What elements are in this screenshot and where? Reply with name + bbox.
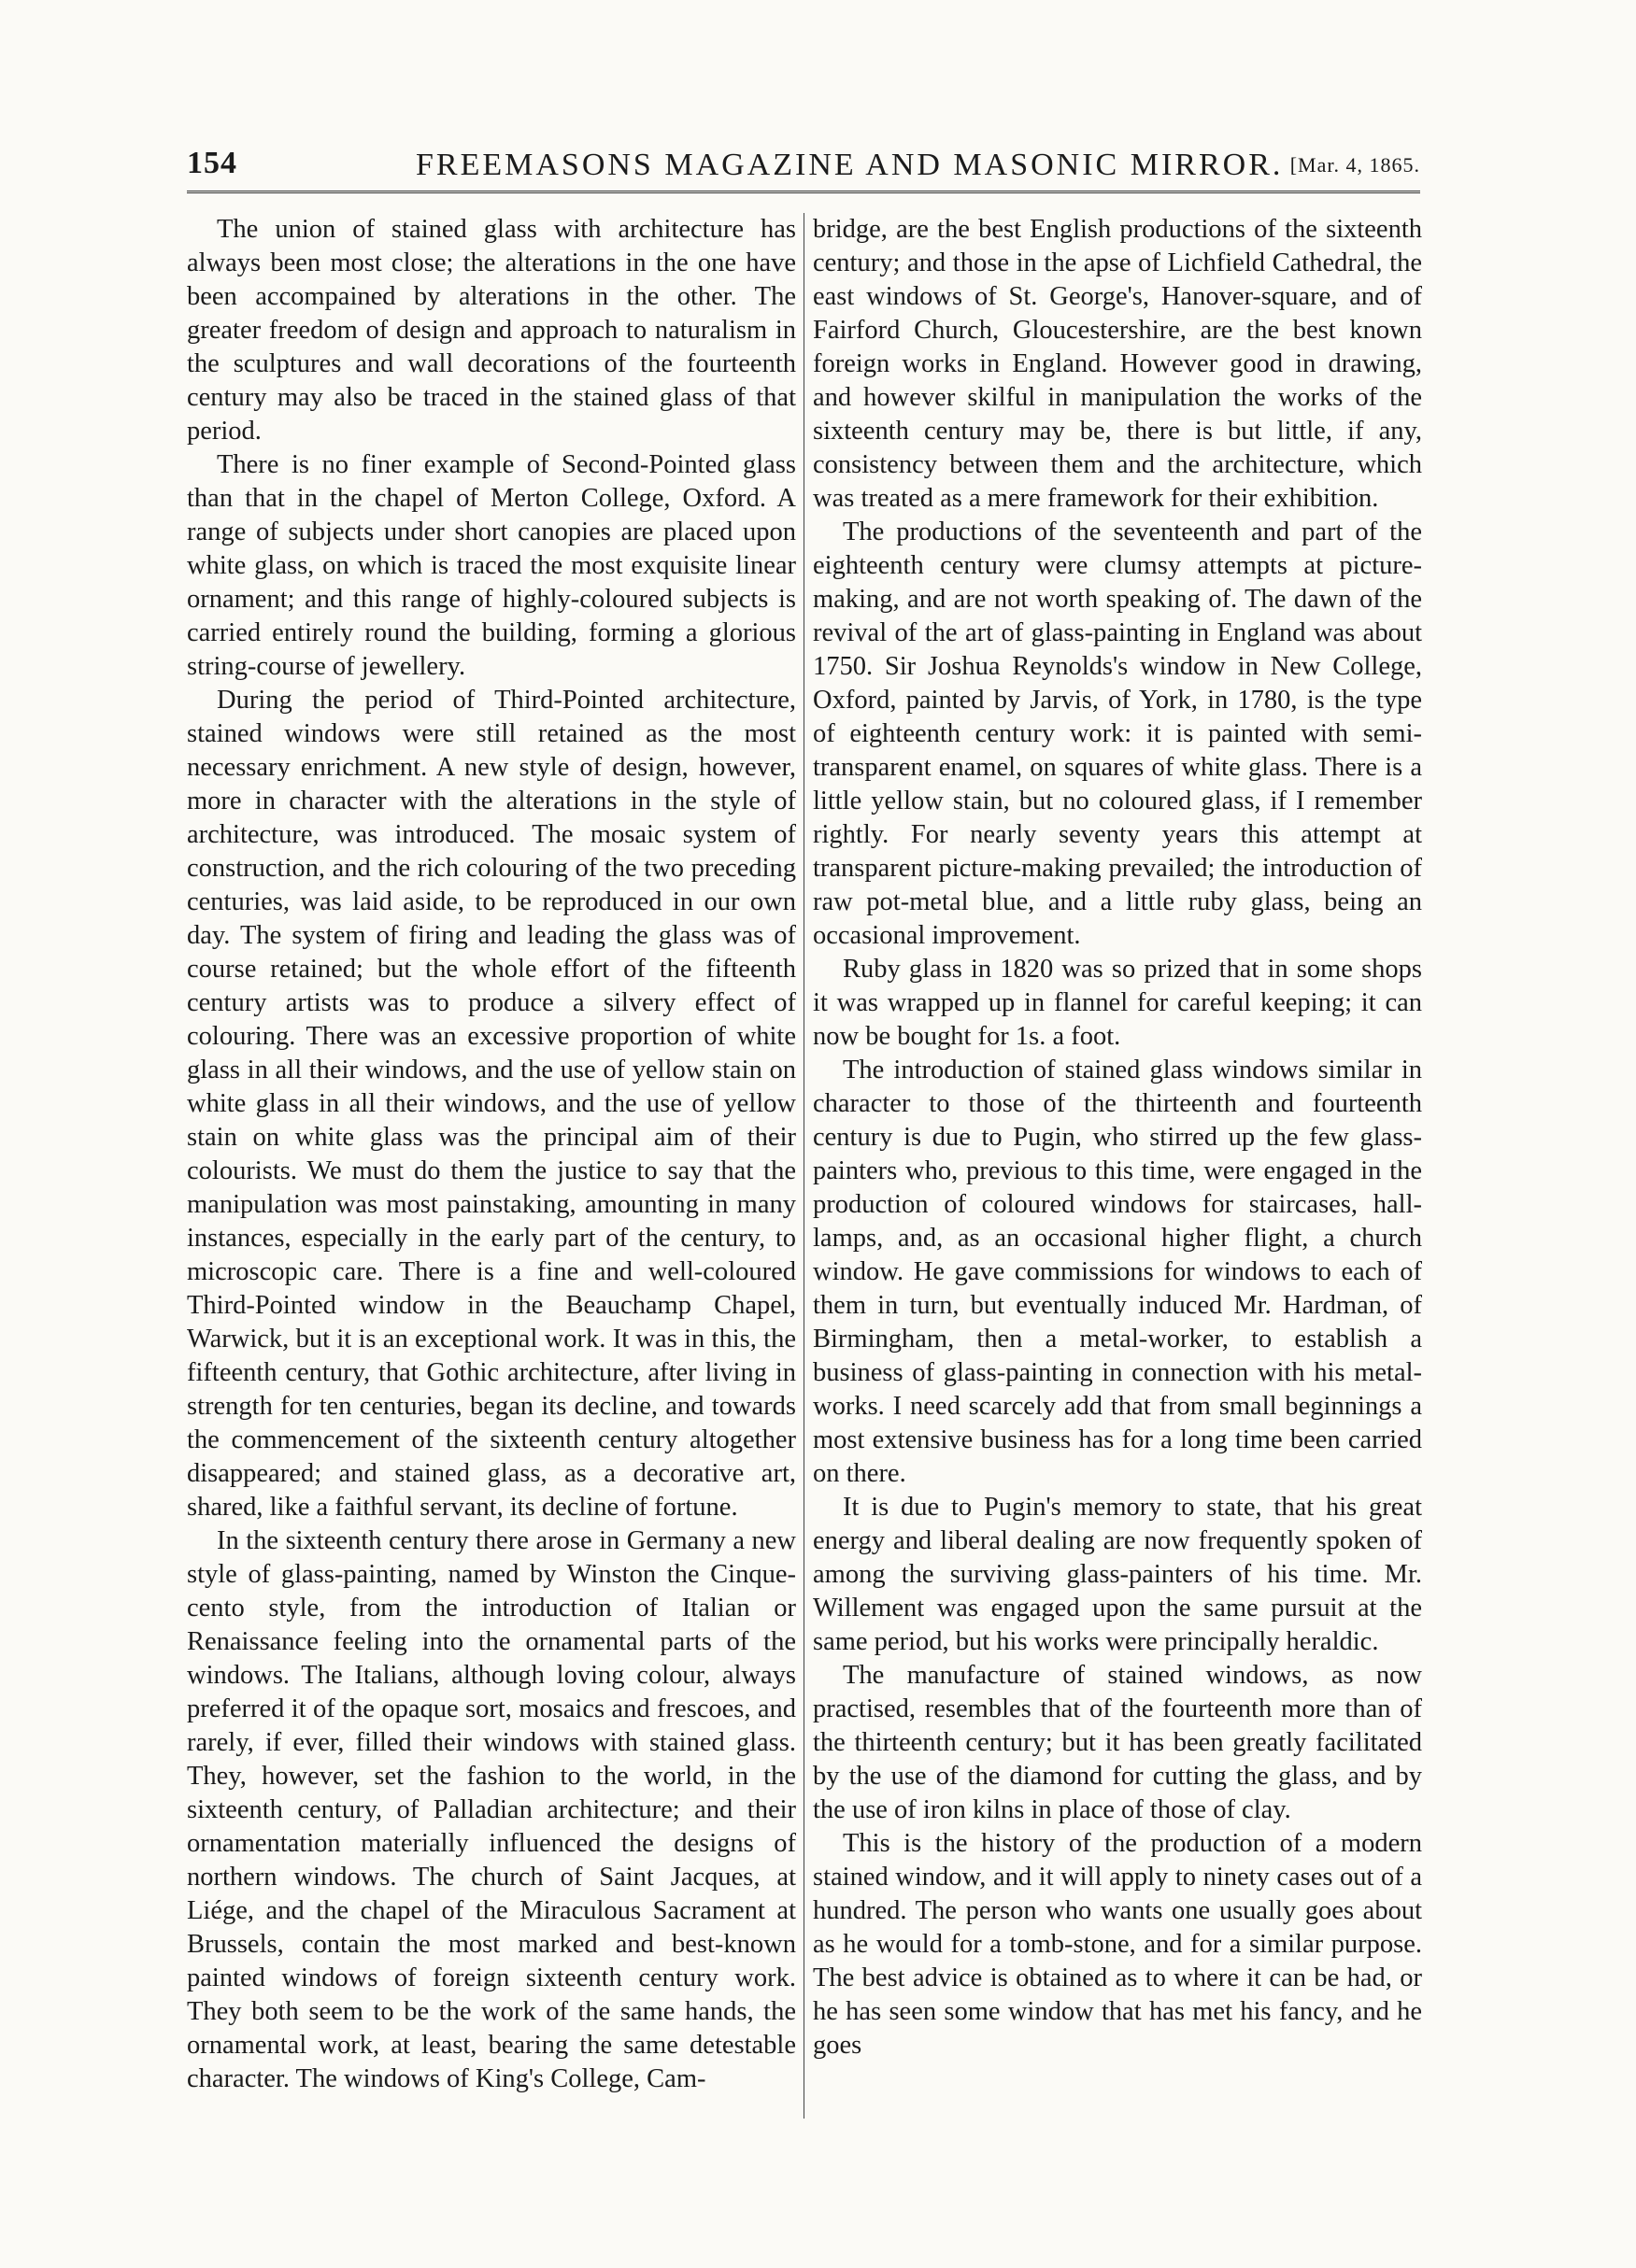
paragraph: The introduction of stained glass windows similar in character to those of the thirteenth and fourteenth century is due to Pugin, who stirred up the few glass-painters who, previous to this time, were engaged in the production of coloured windows for staircases, hall-lamps, and, as an occasional higher flight, a church window. He gave commissions for windows to each of them in turn, but eventually induced Mr. Hardman, of Birmingham, then a metal-worker, to establish a business of glass-painting in connection with his metal-works. I need scarcely add that from small beginnings a most extensive business has for a long time been carried on there. (813, 1056, 1422, 1488)
paragraph: There is no finer example of Second-Pointed glass than that in the chapel of Merton College, Oxford. A range of subjects under short canopies are placed upon white glass, on which is traced the most exquisite linear ornament; and this range of highly-coloured subjects is carried entirely round the building, forming a glorious string-course of jewellery. (187, 450, 796, 681)
paragraph: The productions of the seventeenth and part of the eighteenth century were clumsy attempts at picture-making, and are not worth speaking of. The dawn of the revival of the art of glass-painting in England was about 1750. Sir Joshua Reynolds's window in New College, Oxford, painted by Jarvis, of York, in 1780, is the type of eighteenth century work: it is painted with semi-transparent enamel, on squares of white glass. There is a little yellow stain, but no coloured glass, if I remember rightly. For nearly seventy years this attempt at transparent picture-making prevailed; the introduction of raw pot-metal blue, and a little ruby glass, being an occasional improvement. (813, 517, 1422, 950)
paragraph: It is due to Pugin's memory to state, that his great energy and liberal dealing are now frequently spoken of among the surviving glass-painters of his time. Mr. Willement was engaged upon the same pursuit at the same period, but his works were principally heraldic. (813, 1493, 1422, 1656)
page-number: 154 (187, 146, 237, 180)
header-rule (187, 191, 1420, 193)
paragraph: bridge, are the best English productions of the sixteenth century; and those in the apse of Lichfield Cathedral, the east windows of St. George's, Hanover-square, and of Fairford Church, Gloucestershire, are the best known foreign works in England. However good in drawing, and however skilful in manipulation the works of the sixteenth century may be, there is but little, if any, consistency between them and the architecture, which was treated as a mere framework for their exhibition. (813, 215, 1422, 513)
left-column (187, 213, 796, 2096)
right-column (813, 213, 1422, 2062)
masthead-title: FREEMASONS MAGAZINE AND MASONIC MIRROR. (416, 148, 1284, 182)
page-header (187, 140, 1420, 187)
issue-date: [Mar. 4, 1865. (1289, 153, 1420, 177)
paragraph: The manufacture of stained windows, as now practised, resembles that of the fourteenth more than of the thirteenth century; but it has been greatly facilitated by the use of the diamond for cutting the glass, and by the use of iron kilns in place of those of clay. (813, 1661, 1422, 1824)
paragraph: This is the history of the production of a modern stained window, and it will apply to ninety cases out of a hundred. The person who wants one usually goes about as he would for a tomb-stone, and for a similar purpose. The best advice is obtained as to where it can be had, or he has seen some window that has met his fancy, and he goes (813, 1829, 1422, 2060)
paragraph: The union of stained glass with architecture has always been most close; the alterations in the one have been accompained by alterations in the other. The greater freedom of design and approach to naturalism in the sculptures and wall decorations of the fourteenth century may also be traced in the stained glass of that period. (187, 215, 796, 446)
paragraph: During the period of Third-Pointed architecture, stained windows were still retained as the most necessary enrichment. A new style of design, however, more in character with the alterations in the style of architecture, was introduced. The mosaic system of construction, and the rich colouring of the two preceding centuries, was laid aside, to be reproduced in our own day. The system of firing and leading the glass was of course retained; but the whole effort of the fifteenth century artists was to produce a silvery effect of colouring. There was an excessive proportion of white glass in all their windows, and the use of yellow stain on white glass in all their windows, and the use of yellow stain on white glass was the principal aim of their colourists. We must do them the justice to say that the manipulation was most painstaking, amounting in many instances, especially in the early part of the century, to microscopic care. There is a fine and well-coloured Third-Pointed window in the Beauchamp Chapel, Warwick, but it is an exceptional work. It was in this, the fifteenth century, that Gothic architecture, after living in strength for ten centuries, began its decline, and towards the commencement of the sixteenth century altogether disappeared; and stained glass, as a decorative art, shared, like a faithful servant, its decline of fortune. (187, 686, 796, 1522)
paragraph: Ruby glass in 1820 was so prized that in some shops it was wrapped up in flannel for careful keeping; it can now be bought for 1s. a foot. (813, 955, 1422, 1051)
paragraph: In the sixteenth century there arose in Germany a new style of glass-painting, named by Winston the Cinque-cento style, from the introduction of Italian or Renaissance feeling into the ornamental parts of the windows. The Italians, although loving colour, always preferred it of the opaque sort, mosaics and frescoes, and rarely, if ever, filled their windows with stained glass. They, however, set the fashion to the world, in the sixteenth century, of Palladian architecture; and their ornamentation materially influenced the designs of northern windows. The church of Saint Jacques, at Liége, and the chapel of the Miraculous Sacrament at Brussels, contain the most marked and best-known painted windows of foreign sixteenth century work. They both seem to be the work of the same hands, the ornamental work, at least, bearing the same detestable character. The windows of King's College, Cam- (187, 1526, 796, 2093)
